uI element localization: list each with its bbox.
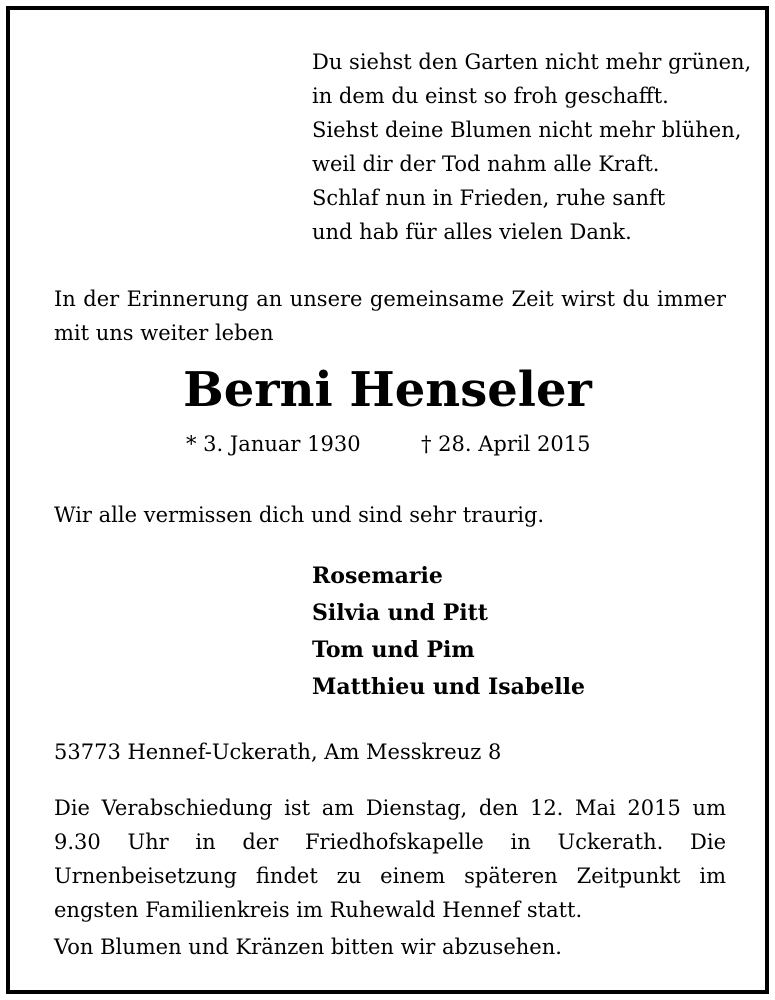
mourner-name: Silvia und Pitt bbox=[312, 600, 488, 626]
mourning-statement: Wir alle vermissen dich und sind sehr traurig. bbox=[54, 503, 545, 527]
poem-line: Du siehst den Garten nicht mehr grünen, bbox=[312, 50, 752, 74]
poem-line: und hab für alles vielen Dank. bbox=[312, 220, 632, 244]
remembrance-text: In der Erinnerung an unsere gemeinsame Zeit wirst du immer mit uns weiter leben bbox=[54, 287, 726, 345]
mourner-name: Rosemarie bbox=[312, 563, 443, 589]
mourner-name: Matthieu und Isabelle bbox=[312, 674, 585, 700]
birth-date: * 3. Januar 1930 bbox=[186, 432, 361, 456]
service-details: Die Verabschiedung ist am Dienstag, den 12. Mai 2015 um 9.30 Uhr in der Friedhofskapelle in Uckerath. Die Urnenbeisetzung findet zu einem späteren Zeitpunkt im engsten Familienkreis im Ruhewald Hennef statt. bbox=[54, 796, 726, 922]
poem-line: Schlaf nun in Frieden, ruhe sanft bbox=[312, 186, 666, 210]
flowers-request: Von Blumen und Kränzen bitten wir abzusehen. bbox=[54, 935, 562, 959]
memorial-poem bbox=[312, 45, 752, 249]
poem-line: weil dir der Tod nahm alle Kraft. bbox=[312, 152, 660, 176]
poem-line: in dem du einst so froh geschafft. bbox=[312, 84, 669, 108]
death-date: † 28. April 2015 bbox=[421, 432, 591, 456]
poem-line: Siehst deine Blumen nicht mehr blühen, bbox=[312, 118, 742, 142]
deceased-name: Berni Henseler bbox=[183, 362, 592, 418]
obituary-notice bbox=[6, 6, 769, 994]
mourner-name: Tom und Pim bbox=[312, 637, 475, 663]
family-address: 53773 Hennef-Uckerath, Am Messkreuz 8 bbox=[54, 740, 502, 764]
mourners-list bbox=[312, 558, 585, 706]
